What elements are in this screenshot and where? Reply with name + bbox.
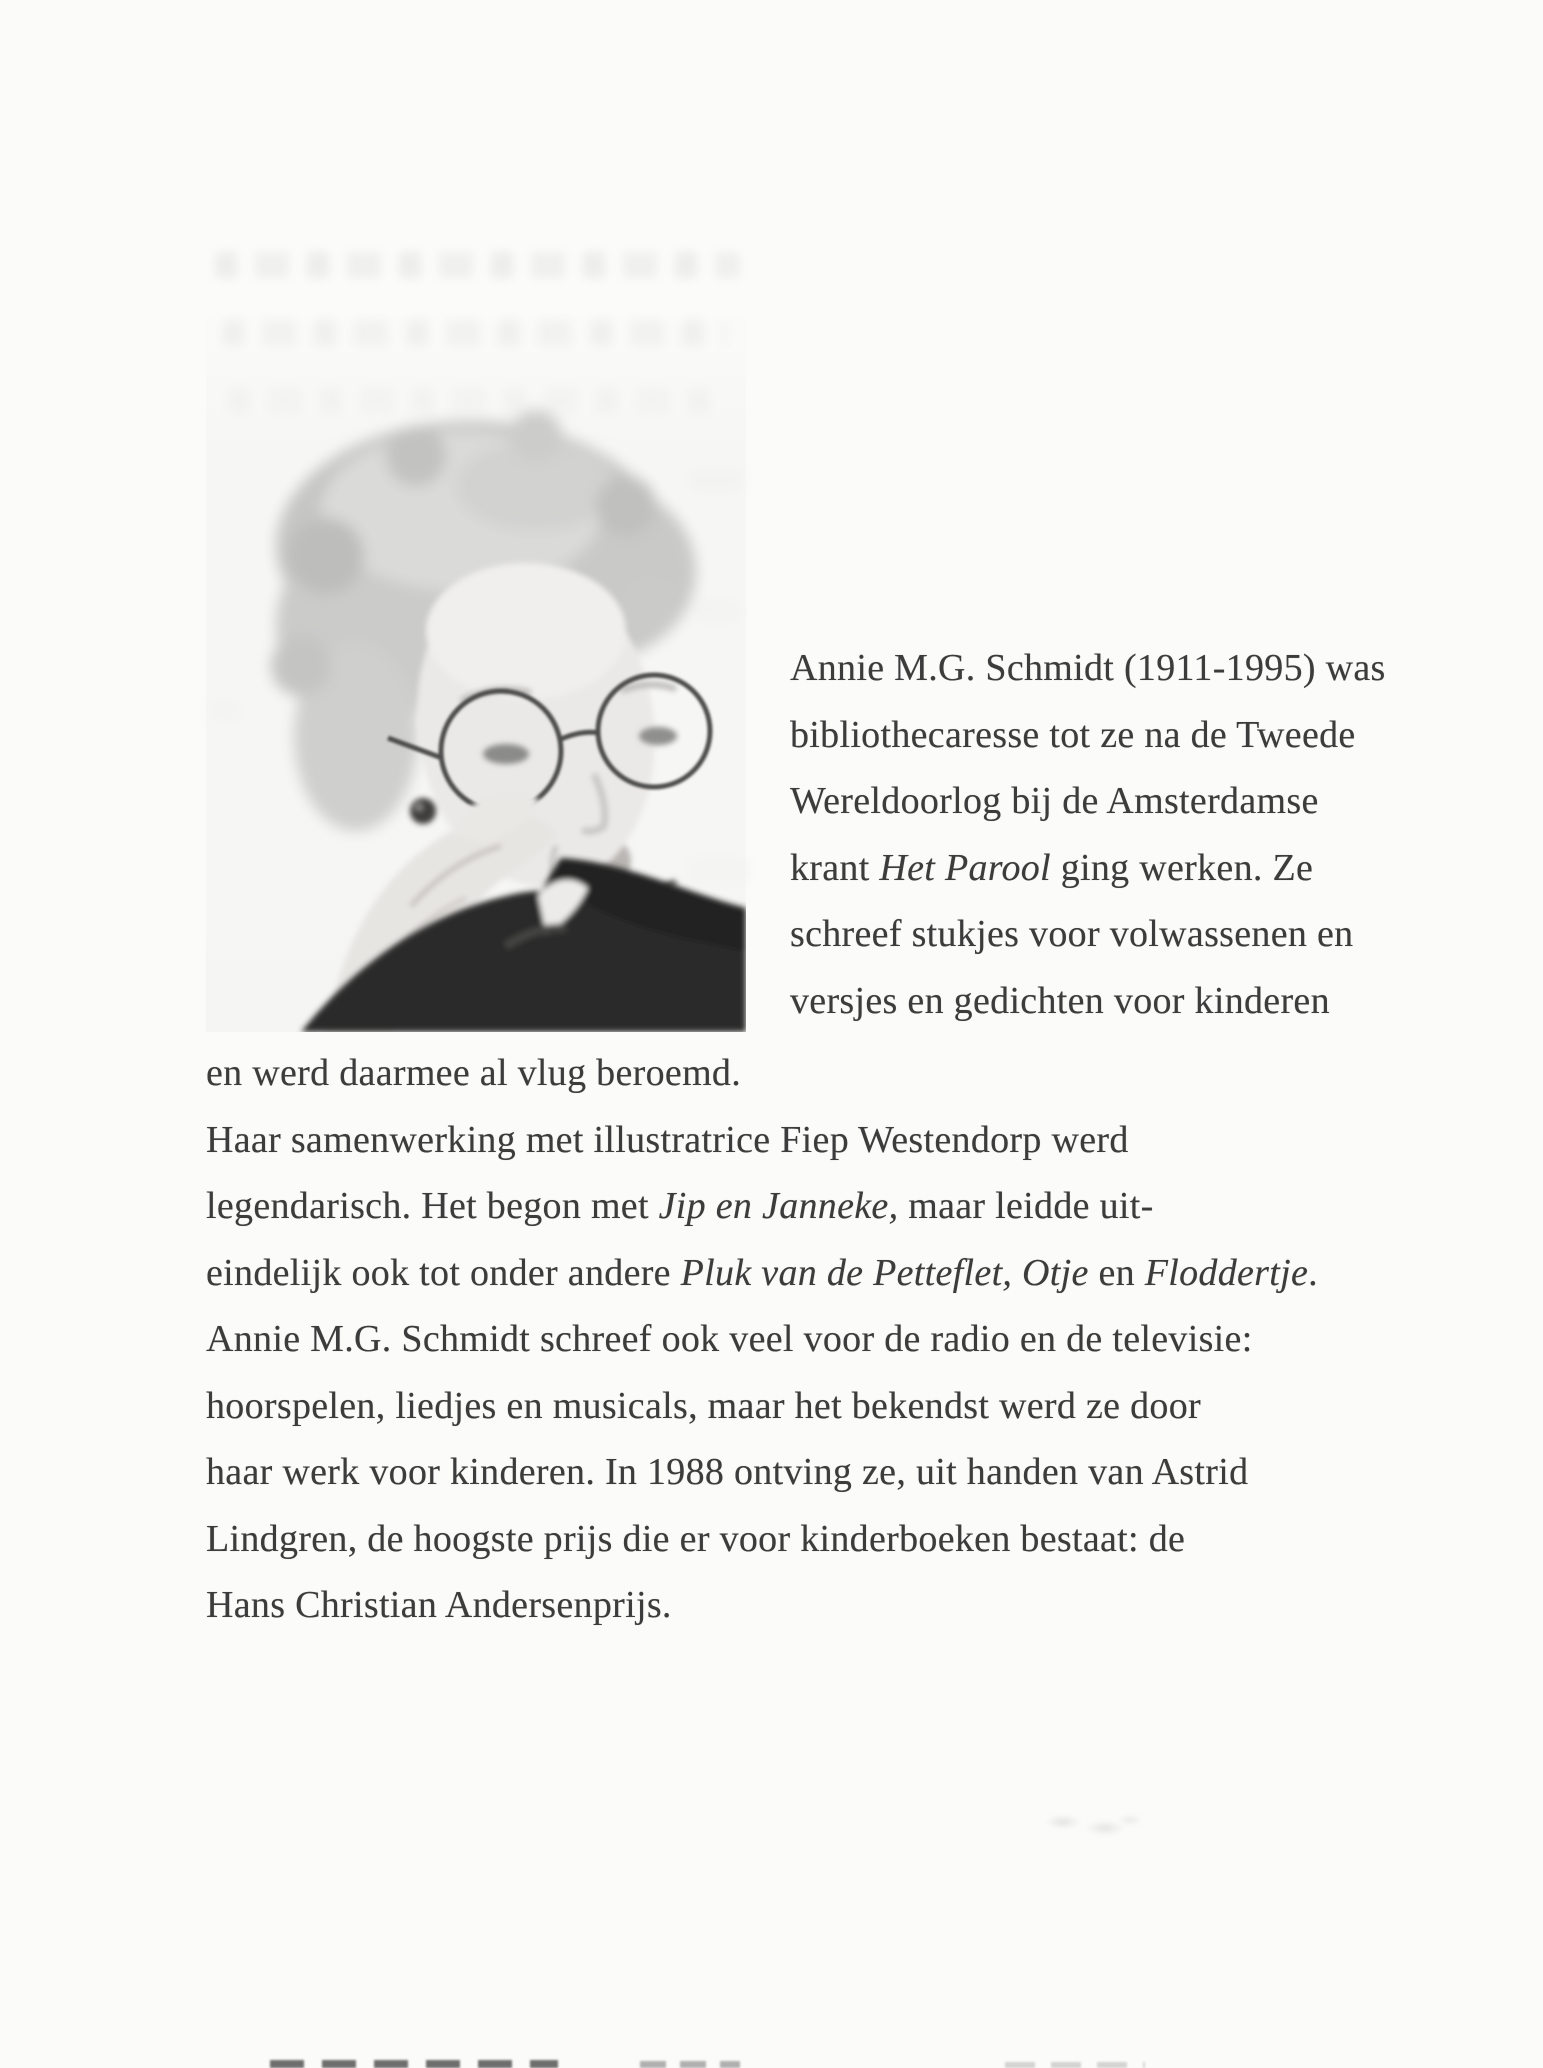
next-page-edge-text xyxy=(640,2061,740,2068)
text-line: versjes en gedichten voor kinderen xyxy=(790,979,1330,1022)
next-page-edge-text xyxy=(1005,2062,1145,2068)
text-line: hoorspelen, liedjes en musicals, maar het bekendst werd ze door xyxy=(206,1384,1201,1427)
text-line: Annie M.G. Schmidt schreef ook veel voor de radio en de televisie: xyxy=(206,1318,1253,1360)
text-line: krant Het Parool ging werken. Ze xyxy=(790,846,1314,889)
bio-text-column xyxy=(790,635,1386,1034)
scan-smudge xyxy=(1035,1806,1145,1842)
next-page-edge-text xyxy=(270,2060,558,2068)
text-line: Haar samenwerking met illustratrice Fiep Westendorp werd xyxy=(206,1118,1129,1161)
text-line: bibliothecaresse tot ze na de Tweede xyxy=(790,713,1356,756)
text-line: Hans Christian Andersenprijs. xyxy=(206,1584,672,1626)
text-line: eindelijk ook tot onder andere Pluk van de Petteflet, Otje en Floddertje. xyxy=(206,1251,1318,1294)
text-line: schreef stukjes voor volwassenen en xyxy=(790,913,1354,955)
text-line: Annie M.G. Schmidt (1911-1995) was xyxy=(790,647,1386,689)
bleedthrough-text-smudge xyxy=(215,252,740,278)
text-line: Wereldoorlog bij de Amsterdamse xyxy=(790,780,1319,822)
text-line: legendarisch. Het begon met Jip en Janneke, maar leidde uit- xyxy=(206,1185,1154,1227)
text-line: haar werk voor kinderen. In 1988 ontving ze, uit handen van Astrid xyxy=(206,1451,1249,1493)
author-portrait-photo xyxy=(206,306,746,1032)
portrait-illustration xyxy=(206,306,746,1032)
bio-text-block xyxy=(206,1040,1318,1639)
text-line: en werd daarmee al vlug beroemd. xyxy=(206,1052,742,1094)
text-line: Lindgren, de hoogste prijs die er voor kinderboeken bestaat: de xyxy=(206,1517,1186,1560)
